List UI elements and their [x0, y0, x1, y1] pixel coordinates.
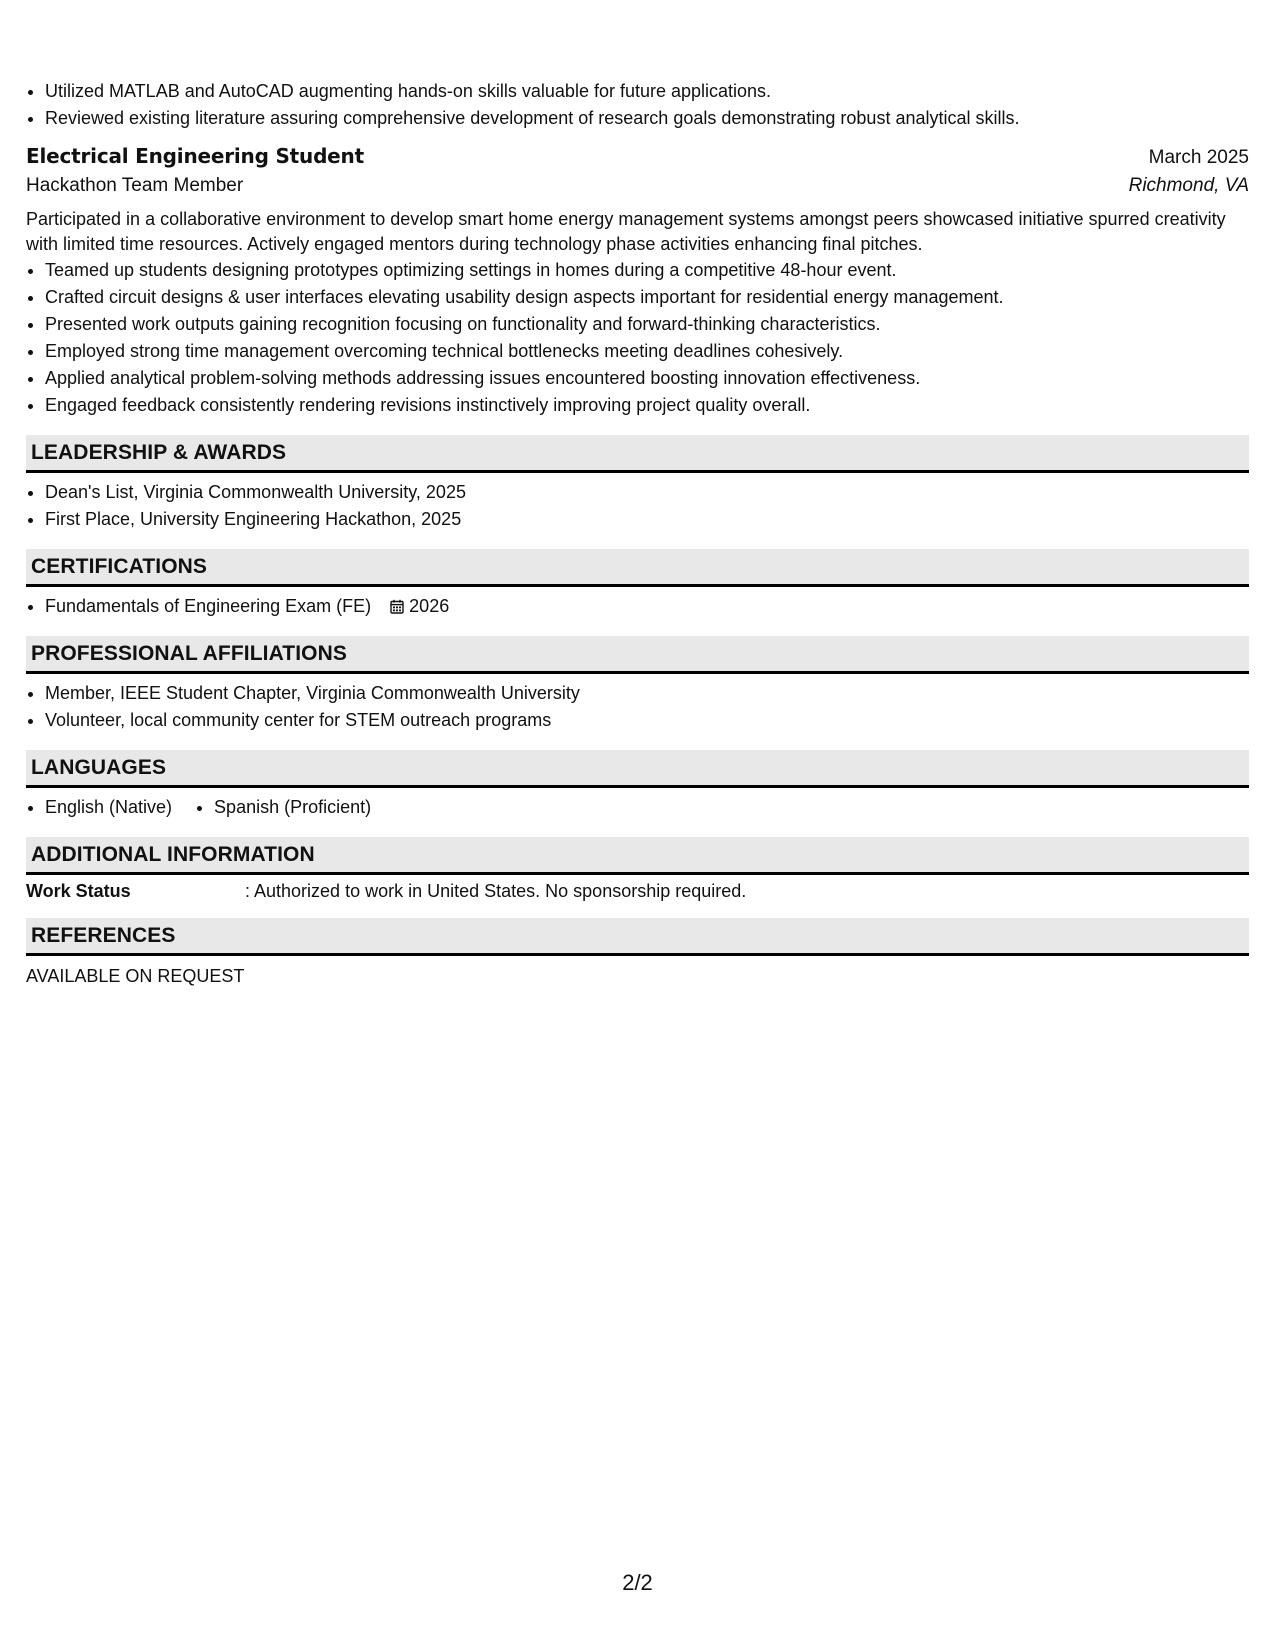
list-item: • First Place, University Engineering Hackathon, 2025: [45, 506, 1249, 533]
list-item: • Member, IEEE Student Chapter, Virginia Commonwealth University: [45, 680, 1249, 707]
list-item: • Reviewed existing literature assuring comprehensive development of research goals demonstrating robust analytical skills.: [45, 105, 1249, 132]
certification-name: Fundamentals of Engineering Exam (FE): [45, 596, 372, 616]
certifications-list: [26, 593, 1249, 620]
section-heading-affiliations: PROFESSIONAL AFFILIATIONS: [26, 636, 1249, 674]
languages-list: [26, 794, 1249, 821]
section-heading-languages: LANGUAGES: [26, 750, 1249, 788]
entry-location: Richmond, VA: [1128, 175, 1249, 196]
certification-year: 2026: [409, 596, 450, 616]
section-heading-certifications: CERTIFICATIONS: [26, 549, 1249, 587]
list-item: • Volunteer, local community center for STEM outreach programs: [45, 707, 1249, 734]
work-status-row: [26, 881, 1249, 902]
list-item: [45, 593, 1249, 620]
entry-bullets: [26, 257, 1249, 419]
references-text: AVAILABLE ON REQUEST: [26, 966, 245, 986]
list-item: • Spanish (Proficient): [214, 794, 371, 821]
section-heading-additional-info: ADDITIONAL INFORMATION: [26, 837, 1249, 875]
entry-description: Participated in a collaborative environment to develop smart home energy management systems amongst peers showcased initiative spurred creativity with limited time resources. Actively engaged mentors during technology phase activities enhancing final pitches.: [26, 209, 1226, 254]
entry-title: Electrical Engineering Student: [26, 144, 364, 168]
list-item: • Employed strong time management overcoming technical bottlenecks meeting deadlines cohesively.: [45, 338, 1249, 365]
list-item: • Utilized MATLAB and AutoCAD augmenting hands-on skills valuable for future applications.: [45, 78, 1249, 105]
list-item: • Presented work outputs gaining recognition focusing on functionality and forward-thinking characteristics.: [45, 311, 1249, 338]
page-number: 2/2: [622, 1570, 653, 1595]
calendar-icon: [390, 599, 404, 614]
list-item: • Applied analytical problem-solving methods addressing issues encountered boosting innovation effectiveness.: [45, 365, 1249, 392]
affiliations-list: [26, 680, 1249, 734]
list-item: • Dean's List, Virginia Commonwealth University, 2025: [45, 479, 1249, 506]
entry-date: March 2025: [1148, 147, 1249, 168]
list-item: • Teamed up students designing prototypes optimizing settings in homes during a competitive 48-hour event.: [45, 257, 1249, 284]
list-item: • English (Native): [45, 794, 172, 821]
work-status-value: : Authorized to work in United States. No sponsorship required.: [245, 881, 747, 901]
list-item: • Engaged feedback consistently rendering revisions instinctively improving project quality overall.: [45, 392, 1249, 419]
list-item: • Crafted circuit designs & user interfaces elevating usability design aspects important for residential energy management.: [45, 284, 1249, 311]
resume-page: [26, 78, 1249, 987]
section-heading-leadership: LEADERSHIP & AWARDS: [26, 435, 1249, 473]
work-status-label: Work Status: [26, 881, 131, 901]
leadership-list: [26, 479, 1249, 533]
section-heading-references: REFERENCES: [26, 918, 1249, 956]
entry-role: Hackathon Team Member: [26, 175, 244, 196]
experience-entry: [26, 144, 1249, 419]
research-bullets: [26, 78, 1249, 132]
